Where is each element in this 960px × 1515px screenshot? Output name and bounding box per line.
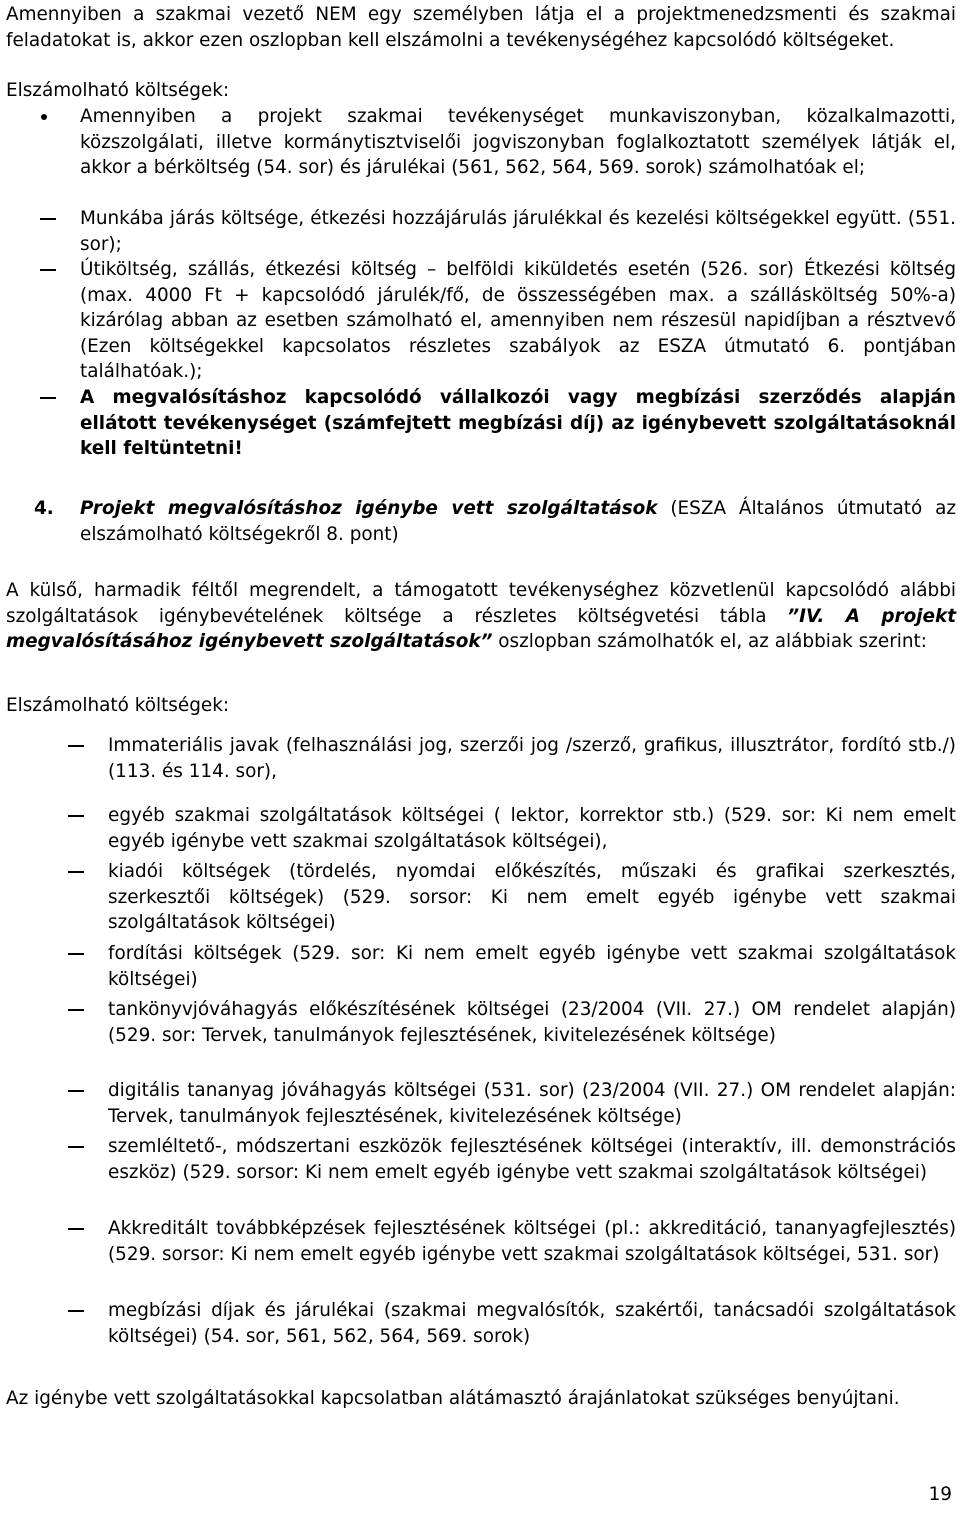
- bullet-item: Amennyiben a projekt szakmai tevékenységet munkaviszonyban, közalkalmazotti, közszolgálati, illetve kormánytisztviselői jogviszonyban foglalkoztatott személyek látják el, akkor a bérköltség (54. sor) és járulékai (561, 562, 564, 569. sorok) számolhatóak el;: [80, 106, 956, 178]
- dash-icon: [68, 953, 84, 955]
- dash-icon: [68, 1009, 84, 1011]
- service-item: digitális tananyag jóváhagyás költségei (531. sor) (23/2004 (VII. 27.) OM rendelet alapján: Tervek, tanulmányok fejlesztésének, kivitelezésének költsége): [108, 1080, 956, 1127]
- section-heading: [80, 496, 956, 547]
- services-paragraph-text: A külső, harmadik féltől megrendelt, a támogatott tevékenységhez közvetlenül kapcsolódó alábbi szolgáltatások igénybevételének költsége a részletes költségvetési tábla: [6, 580, 956, 627]
- dash-icon: [68, 1146, 84, 1148]
- intro-paragraph: Amennyiben a szakmai vezető NEM egy személyben látja el a projektmenedzsmenti és szakmai feladatokat is, akkor ezen oszlopban kell elszámolni a tevékenységéhez kapcsolódó költségeket.: [6, 4, 956, 51]
- service-item: Akkreditált továbbképzések fejlesztésének költségei (pl.: akkreditáció, tananyagfejlesztés) (529. sorsor: Ki nem emelt egyéb igénybe vett szakmai szolgáltatások költségei, 531. sor): [108, 1218, 956, 1265]
- dash-icon: [40, 397, 56, 399]
- dash-item: Munkába járás költsége, étkezési hozzájárulás járulékkal és kezelési költségekkel együtt. (551. sor);: [80, 208, 956, 255]
- service-item: fordítási költségek (529. sor: Ki nem emelt egyéb igénybe vett szakmai szolgáltatások költségei): [108, 943, 956, 990]
- section-title: Projekt megvalósításhoz igénybe vett szolgáltatások: [80, 498, 658, 519]
- dash-icon: [40, 269, 56, 271]
- dash-item-bold: A megvalósításhoz kapcsolódó vállalkozói vagy megbízási szerződés alapján ellátott tevékenységet (számfejtett megbízási díj) az igénybevett szolgáltatásoknál kell feltüntetni!: [80, 387, 956, 459]
- service-item: tankönyvjóváhagyás előkészítésének költségei (23/2004 (VII. 27.) OM rendelet alapján) (529. sor: Tervek, tanulmányok fejlesztésének, kivitelezésének költsége): [108, 999, 956, 1046]
- service-item: kiadói költségek (tördelés, nyomdai előkészítés, műszaki és grafikai szerkesztés, szerkesztői költségek) (529. sorsor: Ki nem emelt egyéb igénybe vett szakmai szolgáltatások költségei): [108, 861, 956, 933]
- services-paragraph-end: oszlopban számolhatók el, az alábbiak szerint:: [492, 631, 927, 652]
- service-item: egyéb szakmai szolgáltatások költségei ( lektor, korrektor stb.) (529. sor: Ki nem emelt egyéb igénybe vett szakmai szolgáltatások költségei),: [108, 805, 956, 852]
- service-item: szemléltető-, módszertani eszközök fejlesztésének költségei (interaktív, ill. demonstrációs eszköz) (529. sorsor: Ki nem emelt egyéb igénybe vett szakmai szolgáltatások költségei): [108, 1136, 956, 1183]
- dash-icon: [68, 1310, 84, 1312]
- dash-icon: [68, 1228, 84, 1230]
- dash-icon: [40, 218, 56, 220]
- page-number: 19: [928, 1484, 952, 1505]
- bullet-icon: [41, 114, 47, 120]
- service-item: megbízási díjak és járulékai (szakmai megvalósítók, szakértői, tanácsadói szolgáltatások költségei) (54. sor, 561, 562, 564, 569. sorok): [108, 1300, 956, 1347]
- section-reference: (ESZA Általános útmutató az elszámolható költségekről 8. pont): [80, 498, 956, 545]
- section-number: 4.: [34, 498, 54, 519]
- closing-paragraph: Az igénybe vett szolgáltatásokkal kapcsolatban alátámasztó árajánlatokat szükséges benyújtani.: [6, 1388, 900, 1409]
- dash-icon: [68, 1090, 84, 1092]
- dash-icon: [68, 815, 84, 817]
- dash-item: Útiköltség, szállás, étkezési költség – belföldi kiküldetés esetén (526. sor) Étkezési költség (max. 4000 Ft + kapcsolódó járulék/fő, de összességében max. a szállásköltség 50%-a) kizárólag abban az esetben számolható el, amennyiben nem részesül napidíjban a résztvevő (Ezen költségekkel kapcsolatos részletes szabályok az ESZA útmutató 6. pontjában találhatóak.);: [80, 259, 956, 382]
- table-column-reference: ”IV. A projekt megvalósításához igénybevett szolgáltatások”: [6, 605, 956, 652]
- dash-icon: [68, 745, 84, 747]
- eligible-costs-heading: Elszámolható költségek:: [6, 80, 230, 101]
- service-item: Immateriális javak (felhasználási jog, szerzői jog /szerző, grafikus, illusztrátor, fordító stb./) (113. és 114. sor),: [108, 735, 956, 782]
- services-paragraph: [6, 578, 956, 655]
- dash-icon: [68, 871, 84, 873]
- eligible-costs-heading-2: Elszámolható költségek:: [6, 695, 230, 716]
